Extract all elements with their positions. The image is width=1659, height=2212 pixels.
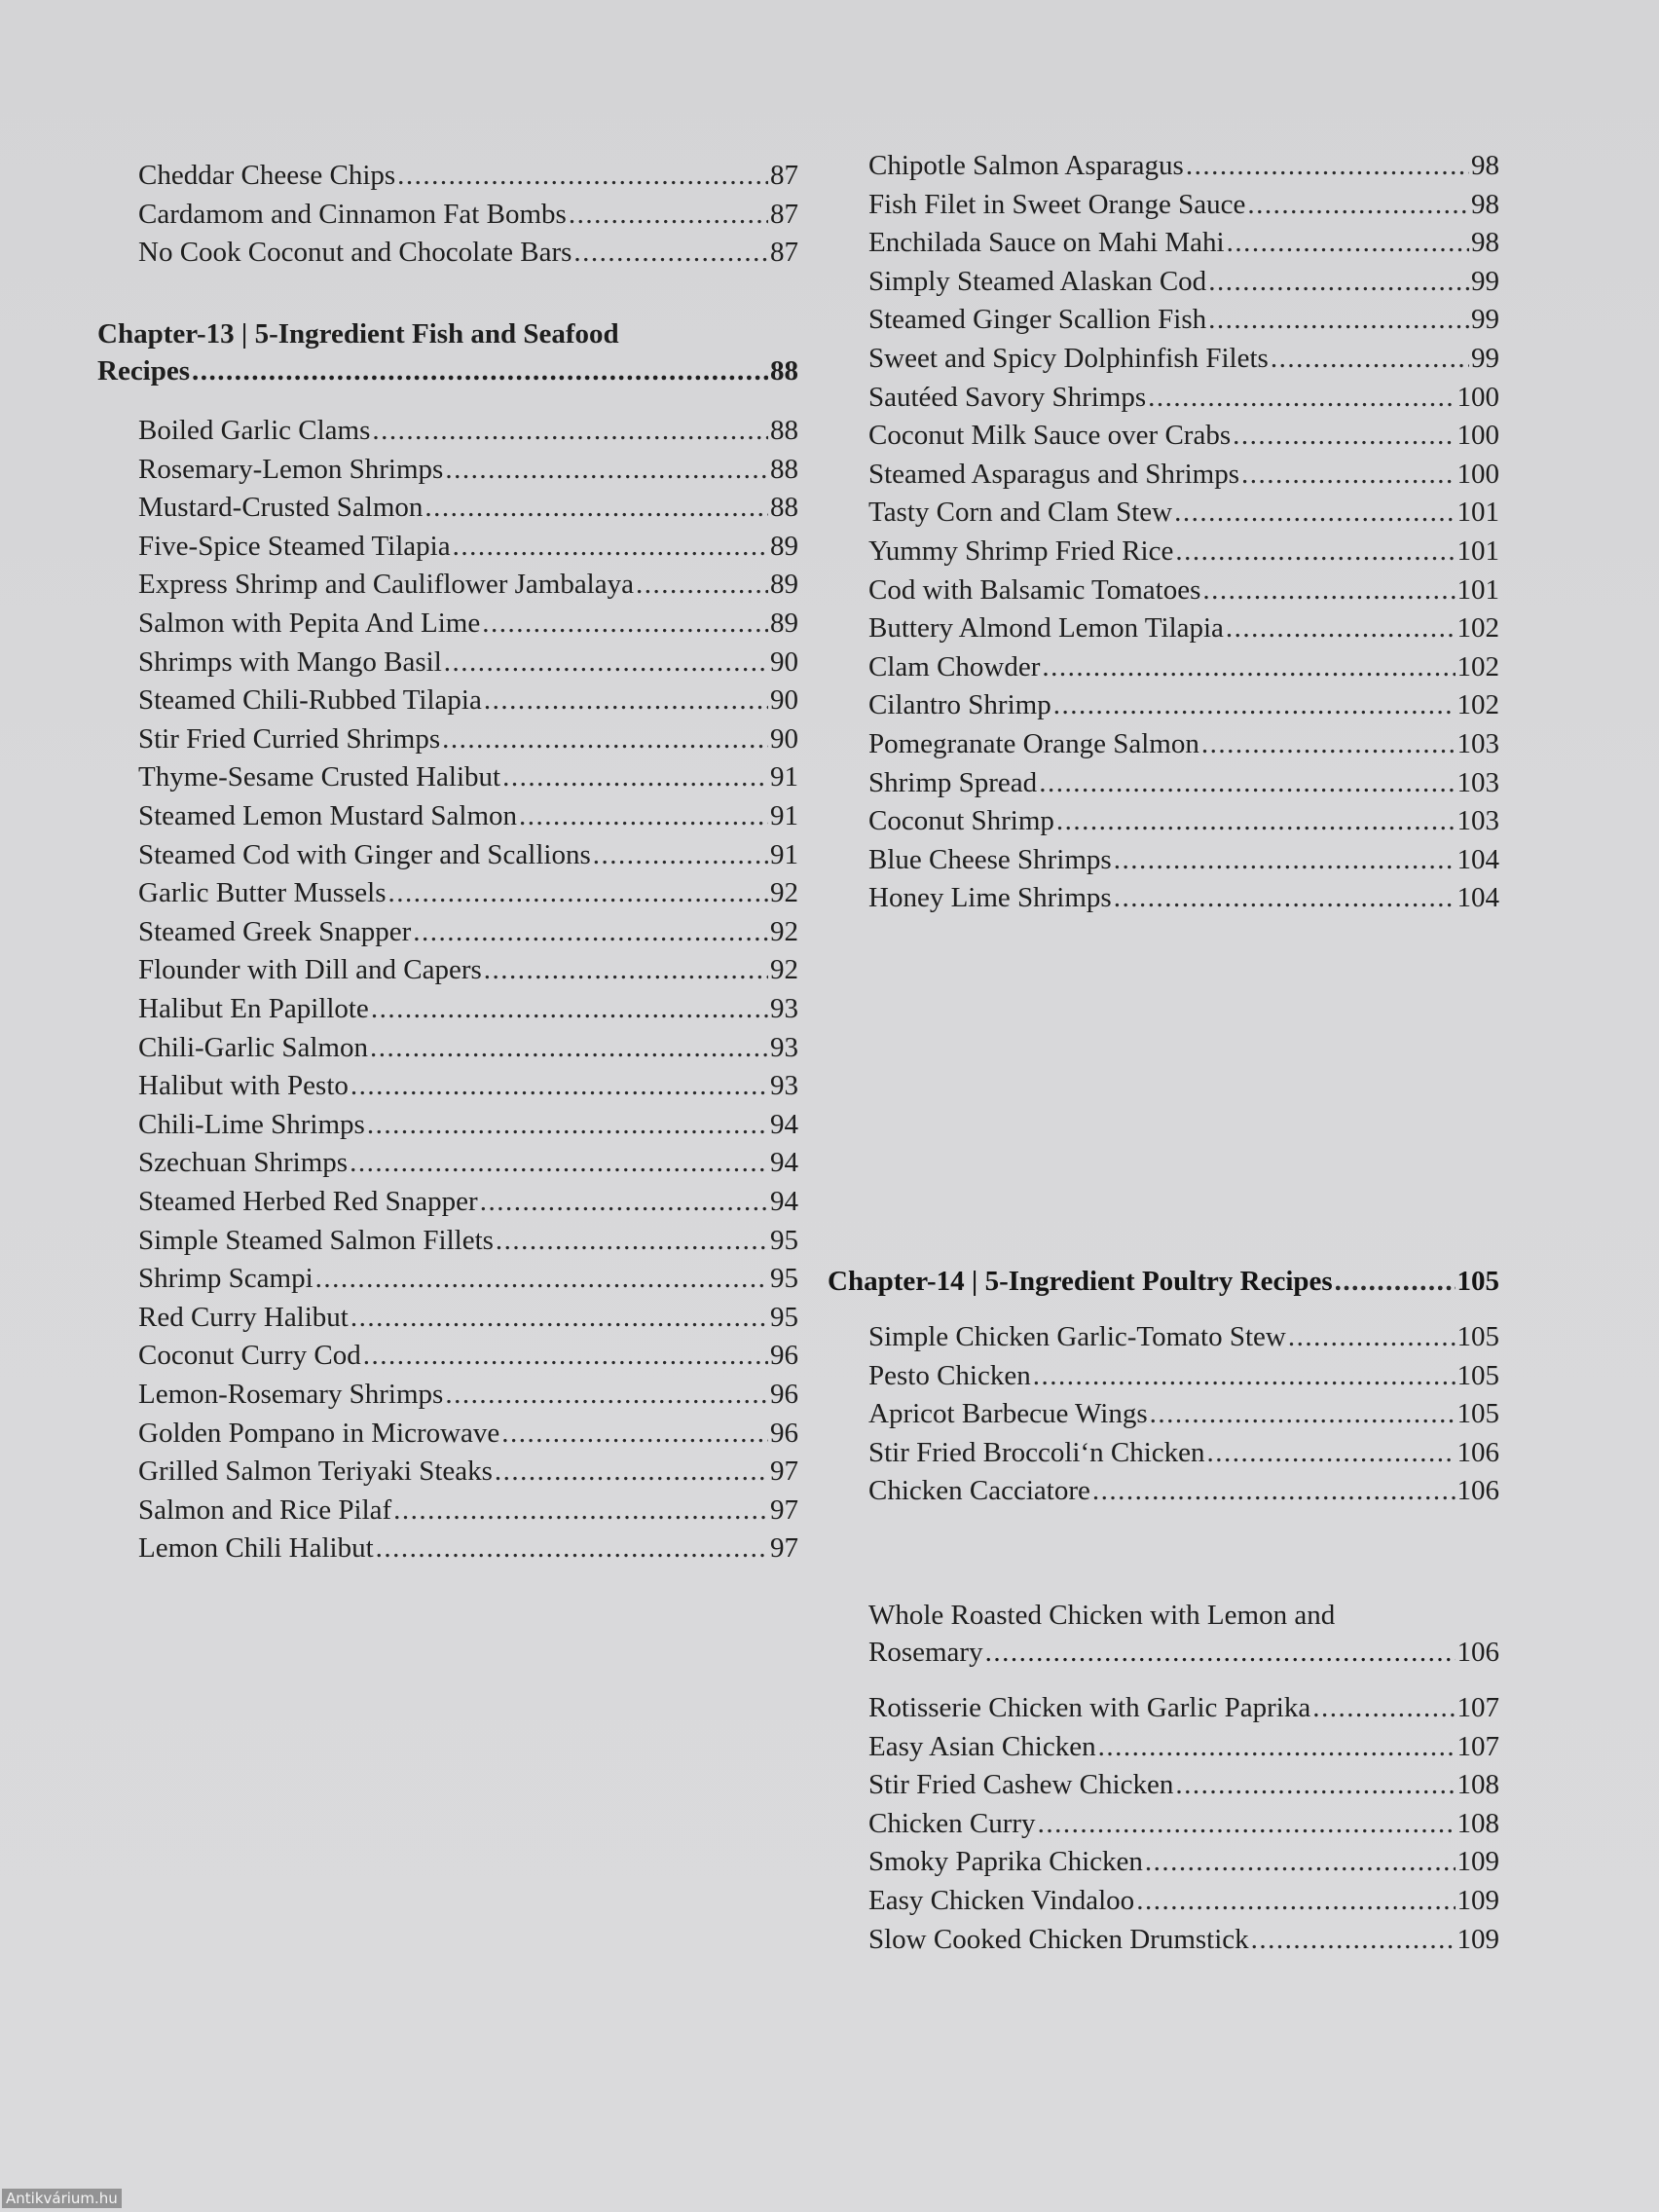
dot-leader xyxy=(192,352,768,389)
entry-title: Red Curry Halibut xyxy=(138,1301,349,1333)
toc-entry[interactable] xyxy=(97,875,798,910)
page-number: 107 xyxy=(1456,1692,1499,1723)
dot-leader xyxy=(1241,457,1456,492)
entry-title: Yummy Shrimp Fried Rice xyxy=(868,535,1174,567)
toc-entry[interactable] xyxy=(828,1396,1499,1431)
toc-entry[interactable] xyxy=(828,842,1499,877)
toc-entry[interactable] xyxy=(97,1030,798,1065)
entry-title: Easy Chicken Vindaloo xyxy=(868,1885,1135,1916)
toc-entry[interactable] xyxy=(97,914,798,949)
dot-leader xyxy=(1186,148,1469,183)
page-number: 87 xyxy=(770,198,798,230)
toc-entry[interactable] xyxy=(828,1806,1499,1841)
toc-entry[interactable] xyxy=(97,991,798,1026)
dot-leader xyxy=(1039,765,1455,800)
page-number: 106 xyxy=(1456,1475,1499,1507)
toc-entry[interactable] xyxy=(97,1416,798,1451)
toc-entry[interactable] xyxy=(828,803,1499,838)
toc-entry[interactable] xyxy=(97,1261,798,1296)
dot-leader xyxy=(1114,880,1456,915)
entry-title: Mustard-Crusted Salmon xyxy=(138,492,424,524)
dot-leader xyxy=(1312,1690,1455,1725)
page-number: 93 xyxy=(770,1070,798,1102)
toc-entry[interactable] xyxy=(97,197,798,232)
dot-leader xyxy=(453,529,768,564)
entry-title: Express Shrimp and Cauliflower Jambalaya xyxy=(138,569,634,601)
entry-title: Stir Fried Broccoli‘n Chicken xyxy=(868,1436,1205,1468)
entry-title: Boiled Garlic Clams xyxy=(138,415,371,446)
toc-entry[interactable] xyxy=(828,148,1499,183)
dot-leader xyxy=(442,721,768,756)
entry-title: Thyme-Sesame Crusted Halibut xyxy=(138,761,501,793)
toc-entry[interactable] xyxy=(97,952,798,987)
page-number: 105 xyxy=(1456,1398,1499,1430)
page-number: 89 xyxy=(770,608,798,639)
entry-title: Blue Cheese Shrimps xyxy=(868,843,1112,875)
page-number: 104 xyxy=(1456,843,1499,875)
toc-entry[interactable] xyxy=(97,1493,798,1528)
page-number: 103 xyxy=(1456,728,1499,759)
dot-leader xyxy=(1207,1435,1456,1470)
dot-leader xyxy=(1251,1922,1456,1957)
toc-entry[interactable] xyxy=(828,187,1499,222)
page-number: 87 xyxy=(770,160,798,191)
toc-entry[interactable] xyxy=(97,1107,798,1142)
toc-entry[interactable] xyxy=(828,1690,1499,1725)
dot-leader xyxy=(363,1338,768,1373)
page-number: 90 xyxy=(770,645,798,678)
dot-leader xyxy=(445,1377,768,1412)
page-number: 103 xyxy=(1456,805,1499,837)
toc-entry[interactable] xyxy=(97,529,798,564)
entry-title: Cardamom and Cinnamon Fat Bombs xyxy=(138,198,567,230)
page-number: 95 xyxy=(770,1263,798,1295)
toc-entry[interactable] xyxy=(97,1338,798,1373)
page-number: 88 xyxy=(770,492,798,524)
entry-title: Szechuan Shrimps xyxy=(138,1147,349,1179)
toc-entry[interactable] xyxy=(828,1729,1499,1764)
toc-entry[interactable] xyxy=(97,158,798,193)
entry-title: Coconut Milk Sauce over Crabs xyxy=(868,420,1232,452)
entry-title: Steamed Asparagus and Shrimps xyxy=(868,458,1239,490)
toc-right-column xyxy=(828,0,1499,2212)
dot-leader xyxy=(372,413,768,448)
toc-entry[interactable] xyxy=(97,606,798,641)
toc-entry[interactable] xyxy=(828,495,1499,530)
entry-title: Chipotle Salmon Asparagus xyxy=(868,150,1184,181)
toc-entry[interactable] xyxy=(828,341,1499,376)
entry-title: Chili-Lime Shrimps xyxy=(138,1108,365,1140)
page-number: 99 xyxy=(1471,265,1499,297)
entry-title: Chicken Cacciatore xyxy=(868,1475,1090,1507)
chapter-title-line2: Recipes xyxy=(97,355,191,387)
toc-entry[interactable] xyxy=(828,418,1499,453)
dot-leader xyxy=(1033,1358,1456,1393)
dot-leader xyxy=(445,452,768,487)
page-number: 95 xyxy=(770,1224,798,1256)
toc-entry[interactable] xyxy=(97,490,798,525)
page-number: 96 xyxy=(770,1340,798,1372)
page-number: 91 xyxy=(770,838,798,870)
toc-entry[interactable] xyxy=(97,235,798,270)
entry-title: Five-Spice Steamed Tilapia xyxy=(138,530,451,562)
dot-leader xyxy=(393,1493,768,1528)
toc-entry[interactable] xyxy=(828,302,1499,337)
entry-title: Fish Filet in Sweet Orange Sauce xyxy=(868,188,1246,220)
watermark: Antikvárium.hu xyxy=(2,2189,122,2208)
dot-leader xyxy=(569,197,768,232)
dot-leader xyxy=(1136,1883,1455,1918)
page-number: 109 xyxy=(1456,1885,1499,1916)
entry-title: Garlic Butter Mussels xyxy=(138,877,387,909)
dot-leader xyxy=(1208,264,1469,299)
entry-title: Coconut Shrimp xyxy=(868,805,1054,837)
dot-leader xyxy=(519,798,768,833)
toc-entry[interactable] xyxy=(97,1184,798,1219)
entry-title: Steamed Herbed Red Snapper xyxy=(138,1186,478,1217)
entry-title: Chicken Curry xyxy=(868,1807,1036,1839)
page-number: 92 xyxy=(770,877,798,909)
page-number: 98 xyxy=(1471,188,1499,220)
dot-leader xyxy=(1150,1396,1456,1431)
page-number: 106 xyxy=(1456,1637,1499,1668)
toc-entry[interactable] xyxy=(828,649,1499,684)
dot-leader xyxy=(1174,495,1455,530)
entry-title: Rotisserie Chicken with Garlic Paprika xyxy=(868,1692,1311,1723)
entry-title: Steamed Greek Snapper xyxy=(138,915,412,947)
page-number: 91 xyxy=(770,761,798,793)
toc-entry[interactable] xyxy=(828,380,1499,415)
dot-leader xyxy=(985,1634,1456,1671)
dot-leader xyxy=(388,875,768,910)
page-number: 88 xyxy=(770,355,798,387)
page-number: 90 xyxy=(770,684,798,717)
page-number: 97 xyxy=(770,1493,798,1526)
page-number: 104 xyxy=(1456,882,1499,914)
page-number: 92 xyxy=(770,915,798,947)
page-number: 93 xyxy=(770,993,798,1024)
dot-leader xyxy=(1201,726,1456,761)
page-number: 102 xyxy=(1456,650,1499,682)
page-number: 100 xyxy=(1456,420,1499,452)
page-number: 100 xyxy=(1456,458,1499,490)
entry-title: Shrimps with Mango Basil xyxy=(138,645,442,678)
toc-entry[interactable] xyxy=(828,1767,1499,1802)
toc-entry[interactable] xyxy=(97,721,798,756)
page-number: 98 xyxy=(1471,150,1499,181)
dot-leader xyxy=(501,1416,768,1451)
dot-leader xyxy=(636,567,768,602)
entry-title: Steamed Ginger Scallion Fish xyxy=(868,304,1207,336)
dot-leader xyxy=(1227,225,1469,260)
toc-entry[interactable] xyxy=(97,759,798,794)
entry-title: Sautéed Savory Shrimps xyxy=(868,381,1147,413)
entry-title: Clam Chowder xyxy=(868,650,1041,682)
toc-entry[interactable] xyxy=(828,1597,1499,1671)
page-number: 105 xyxy=(1456,1321,1499,1352)
entry-title: Salmon and Rice Pilaf xyxy=(138,1493,392,1526)
chapter-heading[interactable] xyxy=(97,315,798,389)
chapter-title: Chapter-14 | 5-Ingredient Poultry Recipes xyxy=(828,1266,1333,1297)
dot-leader xyxy=(1053,687,1456,722)
page-number: 94 xyxy=(770,1147,798,1179)
toc-entry[interactable] xyxy=(97,452,798,487)
dot-leader xyxy=(1114,842,1456,877)
dot-leader xyxy=(397,158,768,193)
dot-leader xyxy=(424,490,768,525)
chapter-title-line2-row xyxy=(97,352,798,389)
toc-entry[interactable] xyxy=(828,572,1499,608)
page-number: 109 xyxy=(1456,1923,1499,1955)
page-number: 90 xyxy=(770,722,798,755)
page-number: 91 xyxy=(770,800,798,831)
toc-entry[interactable] xyxy=(828,765,1499,800)
dot-leader xyxy=(484,682,768,718)
entry-title: Chili-Garlic Salmon xyxy=(138,1031,368,1063)
entry-title: Steamed Cod with Ginger and Scallions xyxy=(138,838,591,870)
toc-entry[interactable] xyxy=(97,1530,798,1566)
entry-title: Pesto Chicken xyxy=(868,1359,1031,1391)
page-number: 89 xyxy=(770,530,798,562)
dot-leader xyxy=(1233,418,1455,453)
dot-leader xyxy=(1092,1473,1456,1508)
page-number: 88 xyxy=(770,453,798,485)
toc-entry[interactable] xyxy=(828,1435,1499,1470)
dot-leader xyxy=(1175,1767,1455,1802)
toc-entry[interactable] xyxy=(97,1377,798,1412)
page-number: 102 xyxy=(1456,612,1499,645)
page-number: 107 xyxy=(1456,1730,1499,1762)
dot-leader xyxy=(350,1145,768,1180)
entry-title: Honey Lime Shrimps xyxy=(868,882,1112,914)
entry-title: Buttery Almond Lemon Tilapia xyxy=(868,612,1224,645)
entry-title: Shrimp Spread xyxy=(868,766,1038,798)
entry-title: Steamed Chili-Rubbed Tilapia xyxy=(138,684,482,717)
toc-entry[interactable] xyxy=(828,687,1499,722)
dot-leader xyxy=(573,235,768,270)
toc-entry[interactable] xyxy=(828,1883,1499,1918)
page-number: 108 xyxy=(1456,1807,1499,1839)
entry-title: Golden Pompano in Microwave xyxy=(138,1417,500,1449)
page-number: 94 xyxy=(770,1186,798,1217)
page-number: 102 xyxy=(1456,689,1499,721)
dot-leader xyxy=(1271,341,1469,376)
dot-leader xyxy=(1098,1729,1456,1764)
entry-title: Simply Steamed Alaskan Cod xyxy=(868,265,1207,297)
dot-leader xyxy=(1288,1319,1456,1354)
page-number: 101 xyxy=(1456,535,1499,567)
entry-title: Flounder with Dill and Capers xyxy=(138,954,482,986)
entry-title: Simple Steamed Salmon Fillets xyxy=(138,1224,494,1256)
entry-title: Simple Chicken Garlic-Tomato Stew xyxy=(868,1321,1286,1352)
toc-entry[interactable] xyxy=(828,1473,1499,1508)
dot-leader xyxy=(367,1107,768,1142)
page-number: 93 xyxy=(770,1031,798,1063)
entry-title: Cilantro Shrimp xyxy=(868,689,1051,721)
dot-leader xyxy=(371,991,768,1026)
dot-leader xyxy=(593,837,768,872)
page-number: 99 xyxy=(1471,343,1499,374)
entry-title: Slow Cooked Chicken Drumstick xyxy=(868,1923,1249,1955)
dot-leader xyxy=(1056,803,1456,838)
dot-leader xyxy=(1145,1844,1456,1879)
page-number: 109 xyxy=(1456,1846,1499,1878)
page-number: 95 xyxy=(770,1301,798,1333)
dot-leader xyxy=(484,952,768,987)
dot-leader xyxy=(315,1261,768,1296)
toc-entry[interactable] xyxy=(828,880,1499,915)
page-number: 97 xyxy=(770,1532,798,1565)
entry-title: Pomegranate Orange Salmon xyxy=(868,728,1199,759)
page-number: 89 xyxy=(770,569,798,601)
dot-leader xyxy=(413,914,768,949)
entry-title: Steamed Lemon Mustard Salmon xyxy=(138,800,518,831)
page-number: 106 xyxy=(1456,1436,1499,1468)
toc-entry[interactable] xyxy=(97,567,798,602)
dot-leader xyxy=(1042,649,1455,684)
dot-leader xyxy=(1335,1264,1456,1299)
page-number: 105 xyxy=(1456,1359,1499,1391)
entry-title: Salmon with Pepita And Lime xyxy=(138,608,481,639)
toc-entry[interactable] xyxy=(828,534,1499,569)
toc-entry[interactable] xyxy=(97,837,798,872)
entry-title: Sweet and Spicy Dolphinfish Filets xyxy=(868,343,1269,374)
toc-entry[interactable] xyxy=(828,1358,1499,1393)
dot-leader xyxy=(502,759,768,794)
page-number: 105 xyxy=(1456,1266,1499,1297)
toc-entry[interactable] xyxy=(828,610,1499,645)
dot-leader xyxy=(376,1530,768,1566)
entry-title-line1: Whole Roasted Chicken with Lemon and xyxy=(868,1600,1336,1631)
dot-leader xyxy=(1038,1806,1456,1841)
page-number: 94 xyxy=(770,1108,798,1140)
entry-title: Cheddar Cheese Chips xyxy=(138,160,396,191)
entry-title: Stir Fried Curried Shrimps xyxy=(138,722,441,755)
dot-leader xyxy=(496,1223,768,1258)
dot-leader xyxy=(482,606,768,641)
chapter-heading[interactable] xyxy=(828,1264,1499,1299)
entry-title: Lemon Chili Halibut xyxy=(138,1532,374,1565)
entry-title: Lemon-Rosemary Shrimps xyxy=(138,1379,444,1410)
entry-title: Tasty Corn and Clam Stew xyxy=(868,497,1173,529)
page-number: 88 xyxy=(770,415,798,446)
entry-title: Enchilada Sauce on Mahi Mahi xyxy=(868,227,1225,259)
entry-title: Rosemary-Lemon Shrimps xyxy=(138,453,444,485)
dot-leader xyxy=(1202,572,1455,608)
toc-entry[interactable] xyxy=(828,457,1499,492)
page-number: 98 xyxy=(1471,227,1499,259)
entry-title: Grilled Salmon Teriyaki Steaks xyxy=(138,1456,493,1488)
page-number: 101 xyxy=(1456,497,1499,529)
entry-title: Cod with Balsamic Tomatoes xyxy=(868,573,1201,606)
dot-leader xyxy=(350,1300,768,1335)
dot-leader xyxy=(444,645,768,680)
dot-leader xyxy=(1247,187,1469,222)
dot-leader xyxy=(1148,380,1455,415)
page-number: 100 xyxy=(1456,381,1499,413)
entry-title: Halibut En Papillote xyxy=(138,993,369,1024)
toc-entry[interactable] xyxy=(97,413,798,448)
entry-title-line2: Rosemary xyxy=(868,1637,983,1668)
toc-entry[interactable] xyxy=(97,1454,798,1489)
dot-leader xyxy=(480,1184,768,1219)
page-number: 103 xyxy=(1456,766,1499,798)
toc-entry[interactable] xyxy=(828,726,1499,761)
dot-leader xyxy=(370,1030,768,1065)
page-number: 96 xyxy=(770,1417,798,1449)
page-number: 97 xyxy=(770,1456,798,1488)
toc-entry[interactable] xyxy=(97,1223,798,1258)
toc-entry[interactable] xyxy=(97,1145,798,1180)
toc-entry[interactable] xyxy=(828,1922,1499,1957)
entry-title: Coconut Curry Cod xyxy=(138,1340,361,1372)
page-number: 99 xyxy=(1471,304,1499,336)
toc-entry[interactable] xyxy=(828,1319,1499,1354)
entry-title: Stir Fried Cashew Chicken xyxy=(868,1769,1174,1801)
dot-leader xyxy=(1175,534,1455,569)
page-number: 108 xyxy=(1456,1769,1499,1801)
entry-title: Apricot Barbecue Wings xyxy=(868,1398,1148,1430)
dot-leader xyxy=(495,1454,768,1489)
page-number: 101 xyxy=(1456,573,1499,606)
entry-title: Halibut with Pesto xyxy=(138,1070,349,1102)
toc-entry[interactable] xyxy=(97,645,798,680)
entry-title: No Cook Coconut and Chocolate Bars xyxy=(138,237,572,268)
toc-entry[interactable] xyxy=(97,682,798,718)
page-number: 96 xyxy=(770,1379,798,1410)
page-number: 87 xyxy=(770,237,798,268)
dot-leader xyxy=(1208,302,1469,337)
toc-entry[interactable] xyxy=(828,225,1499,260)
entry-title-line2-row xyxy=(868,1634,1499,1671)
entry-title: Smoky Paprika Chicken xyxy=(868,1846,1143,1878)
toc-left-column xyxy=(97,0,798,2212)
toc-entry[interactable] xyxy=(828,1844,1499,1879)
dot-leader xyxy=(1226,610,1456,645)
toc-entry[interactable] xyxy=(97,1300,798,1335)
entry-title: Easy Asian Chicken xyxy=(868,1730,1096,1762)
entry-title: Shrimp Scampi xyxy=(138,1263,313,1295)
toc-entry[interactable] xyxy=(828,264,1499,299)
toc-entry[interactable] xyxy=(97,798,798,833)
dot-leader xyxy=(350,1068,768,1103)
toc-entry[interactable] xyxy=(97,1068,798,1103)
chapter-title-line1: Chapter-13 | 5-Ingredient Fish and Seafood xyxy=(97,318,619,350)
page-number: 92 xyxy=(770,954,798,986)
